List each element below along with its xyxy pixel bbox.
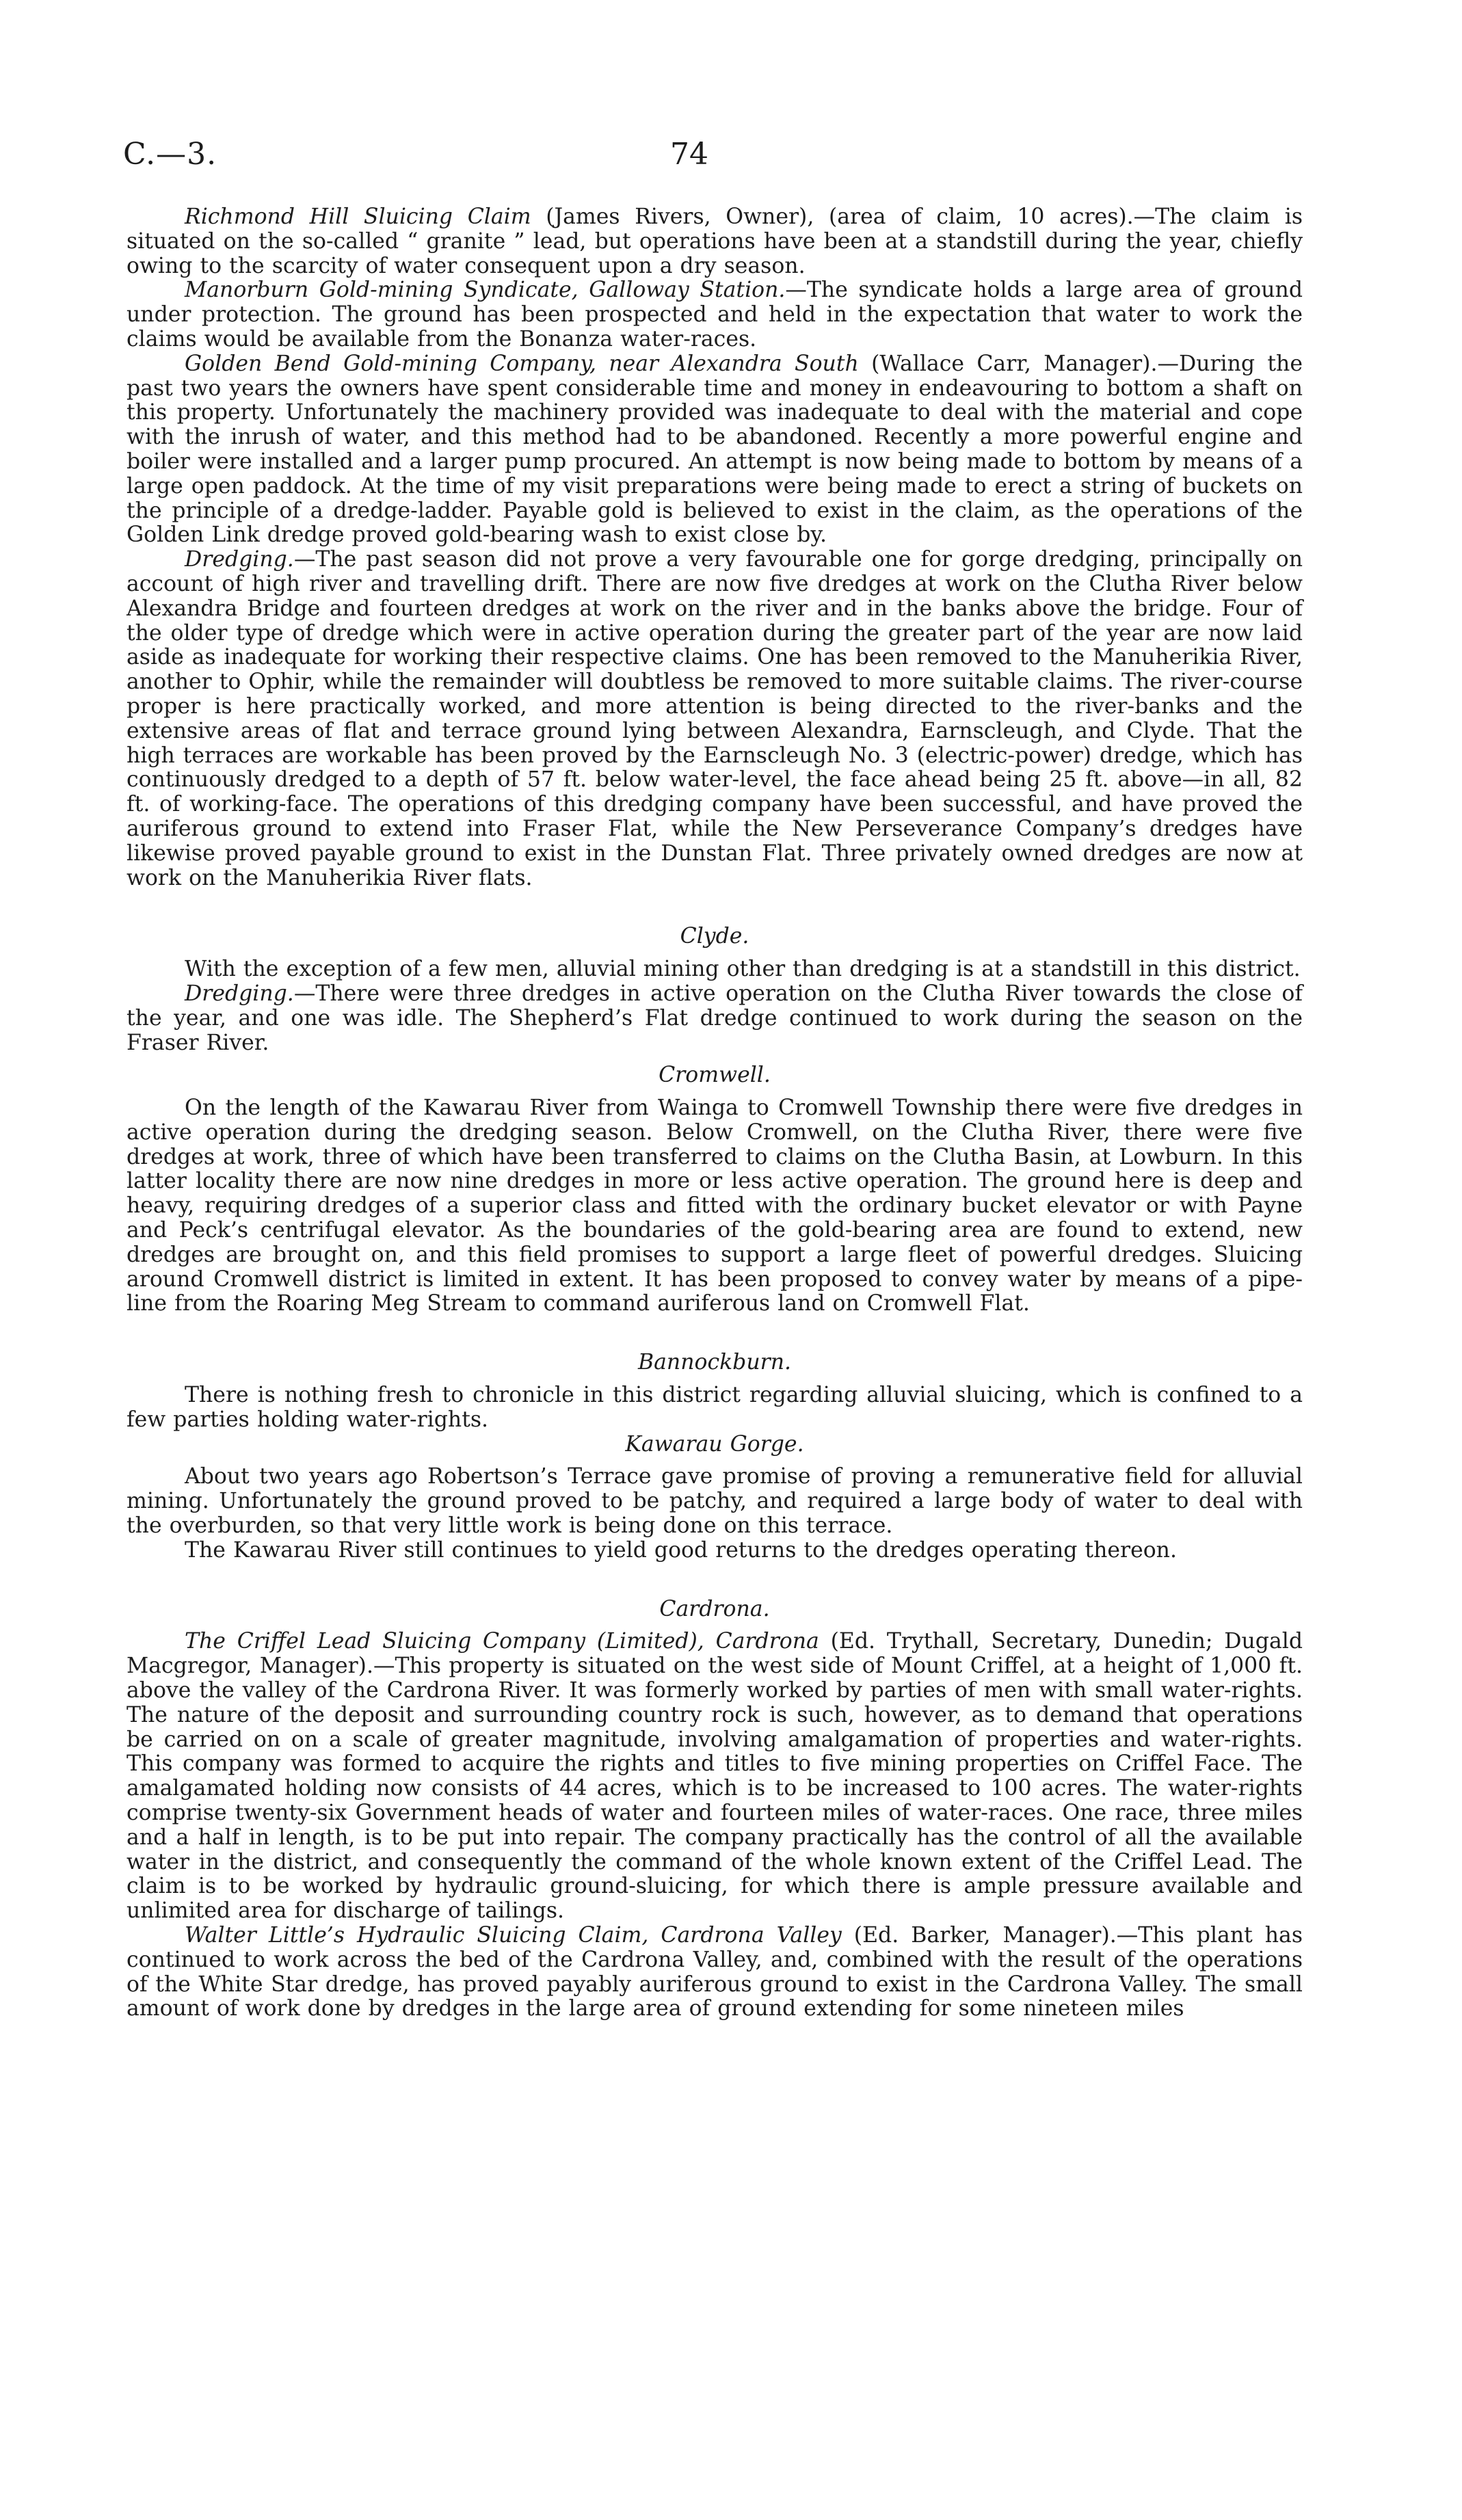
section-gap xyxy=(127,1563,1303,1597)
paragraph-clyde-intro: With the exception of a few men, alluvial mining other than dredging is at a standstill in this district. xyxy=(185,957,1301,982)
paragraph-clyde-dredging xyxy=(127,982,1303,1055)
paragraph-lead: Manorburn Gold-mining Syndicate, Galloway Station. xyxy=(185,278,786,303)
paragraph-text: (Wallace Carr, Manager).—During the past two years the owners have spent considerable time and money in endeavouring to bottom a shaft on this property. Unfortunately the machinery provided was inadequate to deal with the material and cope with the inrush of water, and this method had to be abandoned. Recently a more powerful engine and boiler were installed and a larger pump procured. An attempt is now being made to bottom by means of a large open paddock. At the time of my visit preparations were being made to erect a string of buckets on the principle of a dredge-ladder. Payable gold is believed to exist in the claim, as the operations of the Golden Link dredge proved gold-bearing wash to exist close by. xyxy=(127,351,1303,548)
paragraph-bannockburn: There is nothing fresh to chronicle in this district regarding alluvial sluicing, which is confined to a few parties holding water-rights. xyxy=(127,1383,1303,1432)
paragraph-text: (James Rivers, Owner), (area of claim, 10 acres).—The claim is situated on the so-called “ granite ” lead, but operations have been at a standstill during the year, chiefly owing to the scarcity of water consequent upon a dry season. xyxy=(127,204,1303,278)
paragraph-lead: Golden Bend Gold-mining Company, near Alexandra South xyxy=(185,351,859,376)
paragraph-kawarau-terrace: About two years ago Robertson’s Terrace gave promise of proving a remunerative field for alluvial mining. Unfortunately the ground proved to be patchy, and required a large body of water to deal with the overburden, so that very little work is being done on this terrace. xyxy=(127,1464,1303,1539)
paragraph-lead: Dredging. xyxy=(185,547,294,572)
page-number: 74 xyxy=(670,137,708,172)
section-heading-kawarau-gorge: Kawarau Gorge. xyxy=(625,1431,804,1457)
section-heading-cromwell: Cromwell. xyxy=(659,1063,771,1088)
page-body xyxy=(127,205,1303,2021)
paragraph-lead: The Criffel Lead Sluicing Company (Limited), Cardrona xyxy=(185,1629,819,1654)
paragraph-walter-little xyxy=(127,1924,1303,2021)
paragraph-lead: Richmond Hill Sluicing Claim xyxy=(185,204,531,229)
page-header xyxy=(123,137,1299,178)
paragraph-text: —There were three dredges in active operation on the Clutha River towards the close of the year, and one was idle. The Shepherd’s Flat dredge continued to work during the season on the Fraser River. xyxy=(127,981,1303,1055)
paragraph-golden-bend xyxy=(127,352,1303,548)
paragraph-manorburn xyxy=(127,278,1303,352)
section-gap xyxy=(127,890,1303,925)
paragraph-cromwell: On the length of the Kawarau River from Wainga to Cromwell Township there were five dredges in active operation during the dredging season. Below Cromwell, on the Clutha River, there were five dredges at work, three of which have been transferred to claims on the Clutha Basin, at Lowburn. In this latter locality there are now nine dredges in more or less active operation. The ground here is deep and heavy, requiring dredges of a superior class and fitted with the ordinary bucket elevator or with Payne and Peck’s centrifugal elevator. As the boundaries of the gold-bearing area are found to extend, new dredges are brought on, and this field promises to support a large fleet of powerful dredges. Sluicing around Cromwell district is limited in extent. It has been proposed to convey water by means of a pipe-line from the Roaring Meg Stream to command auriferous land on Cromwell Flat. xyxy=(127,1096,1303,1316)
paragraph-text: —The syndicate holds a large area of ground under protection. The ground has been prospected and held in the expectation that water to work the claims would be available from the Bonanza water-races. xyxy=(127,278,1303,352)
paragraph-criffel-lead xyxy=(127,1630,1303,1924)
document-reference: C.—3. xyxy=(123,137,217,172)
paragraph-lead: Walter Little’s Hydraulic Sluicing Claim, Cardrona Valley xyxy=(185,1923,842,1948)
section-heading-cardrona: Cardrona. xyxy=(659,1596,770,1621)
section-heading-clyde: Clyde. xyxy=(680,924,749,949)
paragraph-lead: Dredging. xyxy=(185,981,294,1006)
paragraph-richmond-hill xyxy=(127,205,1303,278)
section-gap xyxy=(127,1316,1303,1351)
paragraph-dredging xyxy=(127,548,1303,890)
paragraph-text: (Ed. Trythall, Secretary, Dunedin; Dugald Macgregor, Manager).—This property is situated on the west side of Mount Criffel, at a height of 1,000 ft. above the valley of the Cardrona River. It was formerly worked by parties of men with small water-rights. The nature of the deposit and surrounding country rock is such, however, as to demand that operations be carried on on a scale of greater magnitude, involving amalgamation of properties and water-rights. This company was formed to acquire the rights and titles to five mining properties on Criffel Face. The amalgamated holding now consists of 44 acres, which is to be increased to 100 acres. The water-rights comprise twenty-six Government heads of water and fourteen miles of water-races. One race, three miles and a half in length, is to be put into repair. The company practically has the control of all the available water in the district, and consequently the command of the whole known extent of the Criffel Lead. The claim is to be worked by hydraulic ground-sluicing, for which there is ample pressure available and unlimited area for discharge of tailings. xyxy=(127,1629,1303,1924)
section-heading-bannockburn: Bannockburn. xyxy=(637,1350,791,1375)
paragraph-kawarau-river: The Kawarau River still continues to yield good returns to the dredges operating thereon. xyxy=(185,1537,1177,1563)
paragraph-text: (Ed. Barker, Manager).—This plant has continued to work across the bed of the Cardrona Valley, and, combined with the result of the operations of the White Star dredge, has proved payably auriferous ground to exist in the Cardrona Valley. The small amount of work done by dredges in the large area of ground extending for some nineteen miles xyxy=(127,1923,1303,2021)
paragraph-text: —The past season did not prove a very favourable one for gorge dredging, principally on account of high river and travelling drift. There are now five dredges at work on the Clutha River below Alexandra Bridge and fourteen dredges at work on the river and in the banks above the bridge. Four of the older type of dredge which were in active operation during the greater part of the year are now laid aside as inadequate for working their respective claims. One has been removed to the Manuherikia River, another to Ophir, while the remainder will doubtless be removed to more suitable claims. The river-course proper is here practically worked, and more attention is being directed to the river-banks and the extensive areas of flat and terrace ground lying between Alexandra, Earnscleugh, and Clyde. That the high terraces are workable has been proved by the Earnscleugh No. 3 (electric-power) dredge, which has continuously dredged to a depth of 57 ft. below water-level, the face ahead being 25 ft. above—in all, 82 ft. of working-face. The operations of this dredging company have been successful, and have proved the auriferous ground to extend into Fraser Flat, while the New Perseverance Company’s dredges have likewise proved payable ground to exist in the Dunstan Flat. Three privately owned dredges are now at work on the Manuherikia River flats. xyxy=(127,547,1303,890)
